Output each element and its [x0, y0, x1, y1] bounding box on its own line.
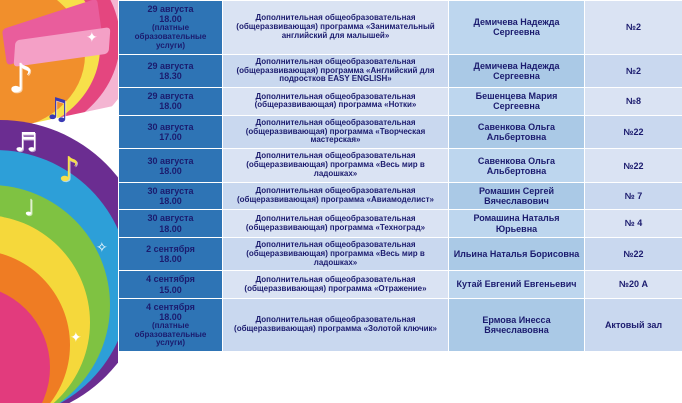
time-value: 15.00 — [159, 284, 182, 295]
cell-teacher: Ромашина Наталья Юрьевна — [449, 210, 585, 237]
cell-teacher: Ромашин Сергей Вячеславович — [449, 183, 585, 210]
date-value: 30 августа — [147, 186, 194, 197]
time-value: 18.00 — [159, 14, 182, 25]
sparkle-icon: ✦ — [70, 330, 82, 346]
cell-room: №22 — [585, 237, 682, 271]
schedule-table — [118, 0, 682, 352]
cell-program: Дополнительная общеобразовательная (общеразвивающая) программа «Английский для подростков EASY ENGLISH» — [223, 54, 449, 88]
cell-teacher: Бешенцева Мария Сергеевна — [449, 88, 585, 115]
cell-room: №2 — [585, 1, 682, 55]
cell-date — [119, 183, 223, 210]
schedule-table-container — [118, 0, 682, 403]
date-value: 2 сентября — [146, 243, 195, 254]
cell-teacher: Савенкова Ольга Альбертовна — [449, 115, 585, 149]
cell-program: Дополнительная общеобразовательная (общеразвивающая) программа «Техноград» — [223, 210, 449, 237]
date-value: 29 августа — [147, 60, 194, 71]
table-row — [119, 271, 682, 298]
date-value: 4 сентября — [146, 301, 195, 312]
cell-room: № 4 — [585, 210, 682, 237]
table-row — [119, 54, 682, 88]
cell-room: №8 — [585, 88, 682, 115]
cell-program: Дополнительная общеобразовательная (общеразвивающая) программа «Авиамоделист» — [223, 183, 449, 210]
time-value: 18.00 — [159, 223, 182, 234]
cell-program: Дополнительная общеобразовательная (общеразвивающая) программа «Творческая мастерская» — [223, 115, 449, 149]
cell-date — [119, 298, 223, 352]
sparkle-icon: ✦ — [86, 30, 98, 46]
cell-date — [119, 88, 223, 115]
table-row — [119, 1, 682, 55]
date-value: 30 августа — [147, 213, 194, 224]
date-value: 30 августа — [147, 121, 194, 132]
cell-program: Дополнительная общеобразовательная (общеразвивающая) программа «Весь мир в ладошках» — [223, 237, 449, 271]
cell-teacher: Демичева Надежда Сергеевна — [449, 1, 585, 55]
date-note: (платные образовательные услуги) — [134, 320, 207, 348]
cell-date — [119, 115, 223, 149]
music-note-icon: ♫ — [44, 92, 71, 127]
cell-room: № 7 — [585, 183, 682, 210]
cell-date — [119, 271, 223, 298]
time-value: 18.00 — [159, 196, 182, 207]
cell-teacher: Ермова Инесса Вячеславовна — [449, 298, 585, 352]
cell-date — [119, 237, 223, 271]
table-row — [119, 115, 682, 149]
music-note-icon: ♬ — [14, 128, 38, 158]
music-note-icon: ♪ — [8, 56, 34, 102]
cell-program: Дополнительная общеобразовательная (общеразвивающая) программа «Отражение» — [223, 271, 449, 298]
date-value: 29 августа — [147, 91, 194, 102]
cell-teacher: Савенкова Ольга Альбертовна — [449, 149, 585, 183]
date-value: 4 сентября — [146, 274, 195, 285]
time-value: 18.00 — [159, 254, 182, 265]
table-row — [119, 237, 682, 271]
cell-room: №20 А — [585, 271, 682, 298]
cell-date — [119, 54, 223, 88]
date-value: 29 августа — [147, 4, 194, 14]
cell-room: Актовый зал — [585, 298, 682, 352]
time-value: 17.00 — [159, 131, 182, 142]
cell-teacher: Ильина Наталья Борисовна — [449, 237, 585, 271]
time-value: 18.00 — [159, 101, 182, 112]
table-row — [119, 149, 682, 183]
decorative-art-panel — [0, 0, 118, 403]
cell-date — [119, 210, 223, 237]
cell-room: №2 — [585, 54, 682, 88]
cell-date — [119, 1, 223, 55]
time-value: 18.30 — [159, 70, 182, 81]
table-row — [119, 210, 682, 237]
date-note: (платные образовательные услуги) — [134, 23, 207, 50]
music-note-icon: ♪ — [58, 150, 80, 190]
cell-program: Дополнительная общеобразовательная (общеразвивающая) программа «Весь мир в ладошках» — [223, 149, 449, 183]
cell-date — [119, 149, 223, 183]
table-row — [119, 183, 682, 210]
time-value: 18.00 — [159, 165, 182, 176]
cell-program: Дополнительная общеобразовательная (общеразвивающая) программа «Занимательный английский для малышей» — [223, 1, 449, 55]
table-row — [119, 298, 682, 352]
cell-teacher: Демичева Надежда Сергеевна — [449, 54, 585, 88]
table-row — [119, 88, 682, 115]
cell-room: №22 — [585, 149, 682, 183]
cell-program: Дополнительная общеобразовательная (общеразвивающая) программа «Золотой ключик» — [223, 298, 449, 352]
date-value: 30 августа — [147, 155, 194, 166]
cell-teacher: Кутай Евгений Евгеньевич — [449, 271, 585, 298]
cell-room: №22 — [585, 115, 682, 149]
time-value: 18.00 — [159, 311, 182, 322]
sparkle-icon: ✧ — [96, 240, 108, 256]
music-note-icon: ♩ — [24, 196, 35, 221]
cell-program: Дополнительная общеобразовательная (общеразвивающая) программа «Нотки» — [223, 88, 449, 115]
